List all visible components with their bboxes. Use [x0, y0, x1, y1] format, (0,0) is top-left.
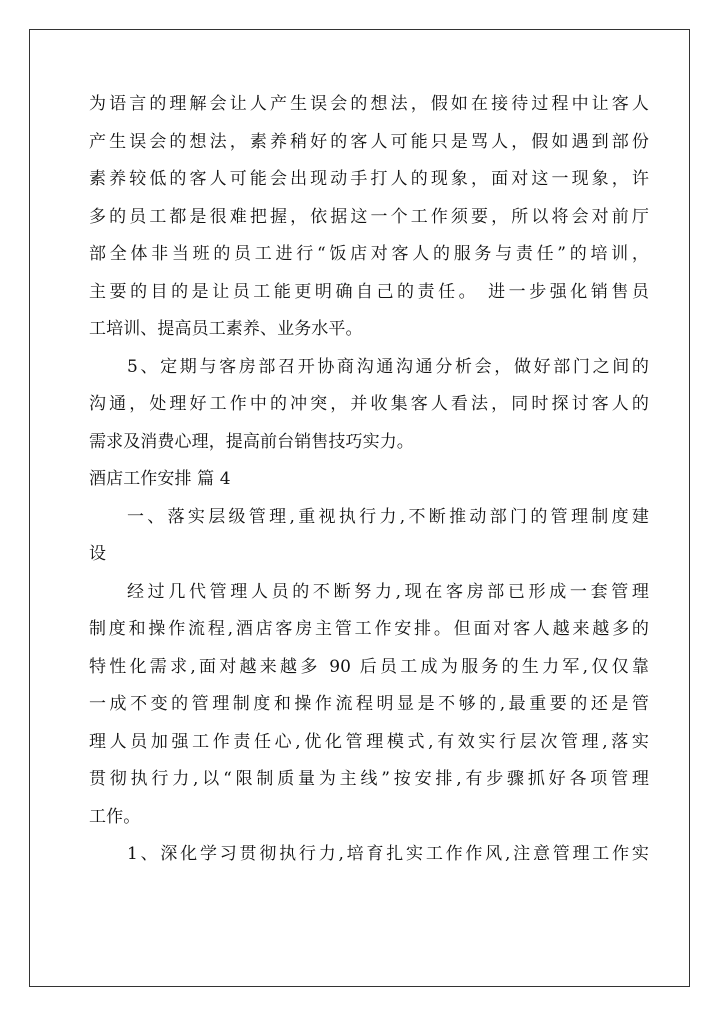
text-line: 工培训、提高员工素养、业务水平。	[89, 319, 363, 339]
text-line: 工作。	[89, 806, 141, 827]
text-line: 部全体非当班的员工进行“饭店对客人的服务与责任”的培训，	[89, 244, 649, 264]
text-line: 主要的目的是让员工能更明确自己的责任。 进一步强化销售员	[89, 281, 649, 302]
text-line: 特性化需求,面对越来越多 90 后员工成为服务的生力军,仅仅靠	[89, 656, 649, 677]
paragraph-start-line: 1、深化学习贯彻执行力,培育扎实工作作风,注意管理工作实	[127, 844, 649, 864]
section-heading: 酒店工作安排 篇 4	[89, 469, 231, 489]
text-line: 素养较低的客人可能会出现动手打人的现象，面对这一现象，许	[89, 169, 649, 189]
text-line: 沟通，处理好工作中的冲突，并收集客人看法，同时探讨客人的	[89, 394, 649, 414]
text-line: 产生误会的想法，素养稍好的客人可能只是骂人，假如遇到部份	[89, 131, 649, 152]
paragraph-start-line: 一、落实层级管理,重视执行力,不断推动部门的管理制度建	[127, 506, 649, 527]
text-line: 为语言的理解会让人产生误会的想法，假如在接待过程中让客人	[89, 94, 649, 114]
text-line: 设	[89, 544, 107, 564]
text-line: 一成不变的管理制度和操作流程明显是不够的,最重要的还是管	[89, 694, 649, 714]
document-body	[89, 86, 649, 874]
text-line: 制度和操作流程,酒店客房主管工作安排。但面对客人越来越多的	[89, 619, 649, 639]
text-line: 理人员加强工作责任心,优化管理模式,有效实行层次管理,落实	[89, 731, 649, 752]
text-line: 贯彻执行力,以“限制质量为主线”按安排,有步骤抓好各项管理	[89, 769, 649, 789]
paragraph-start-line: 经过几代管理人员的不断努力,现在客房部已形成一套管理	[127, 581, 649, 602]
text-line: 需求及消费心理，提高前台销售技巧实力。	[89, 431, 414, 452]
paragraph-start-line: 5、定期与客房部召开协商沟通沟通分析会，做好部门之间的	[127, 356, 649, 377]
text-line: 多的员工都是很难把握，依据这一个工作须要，所以将会对前厅	[89, 206, 649, 227]
